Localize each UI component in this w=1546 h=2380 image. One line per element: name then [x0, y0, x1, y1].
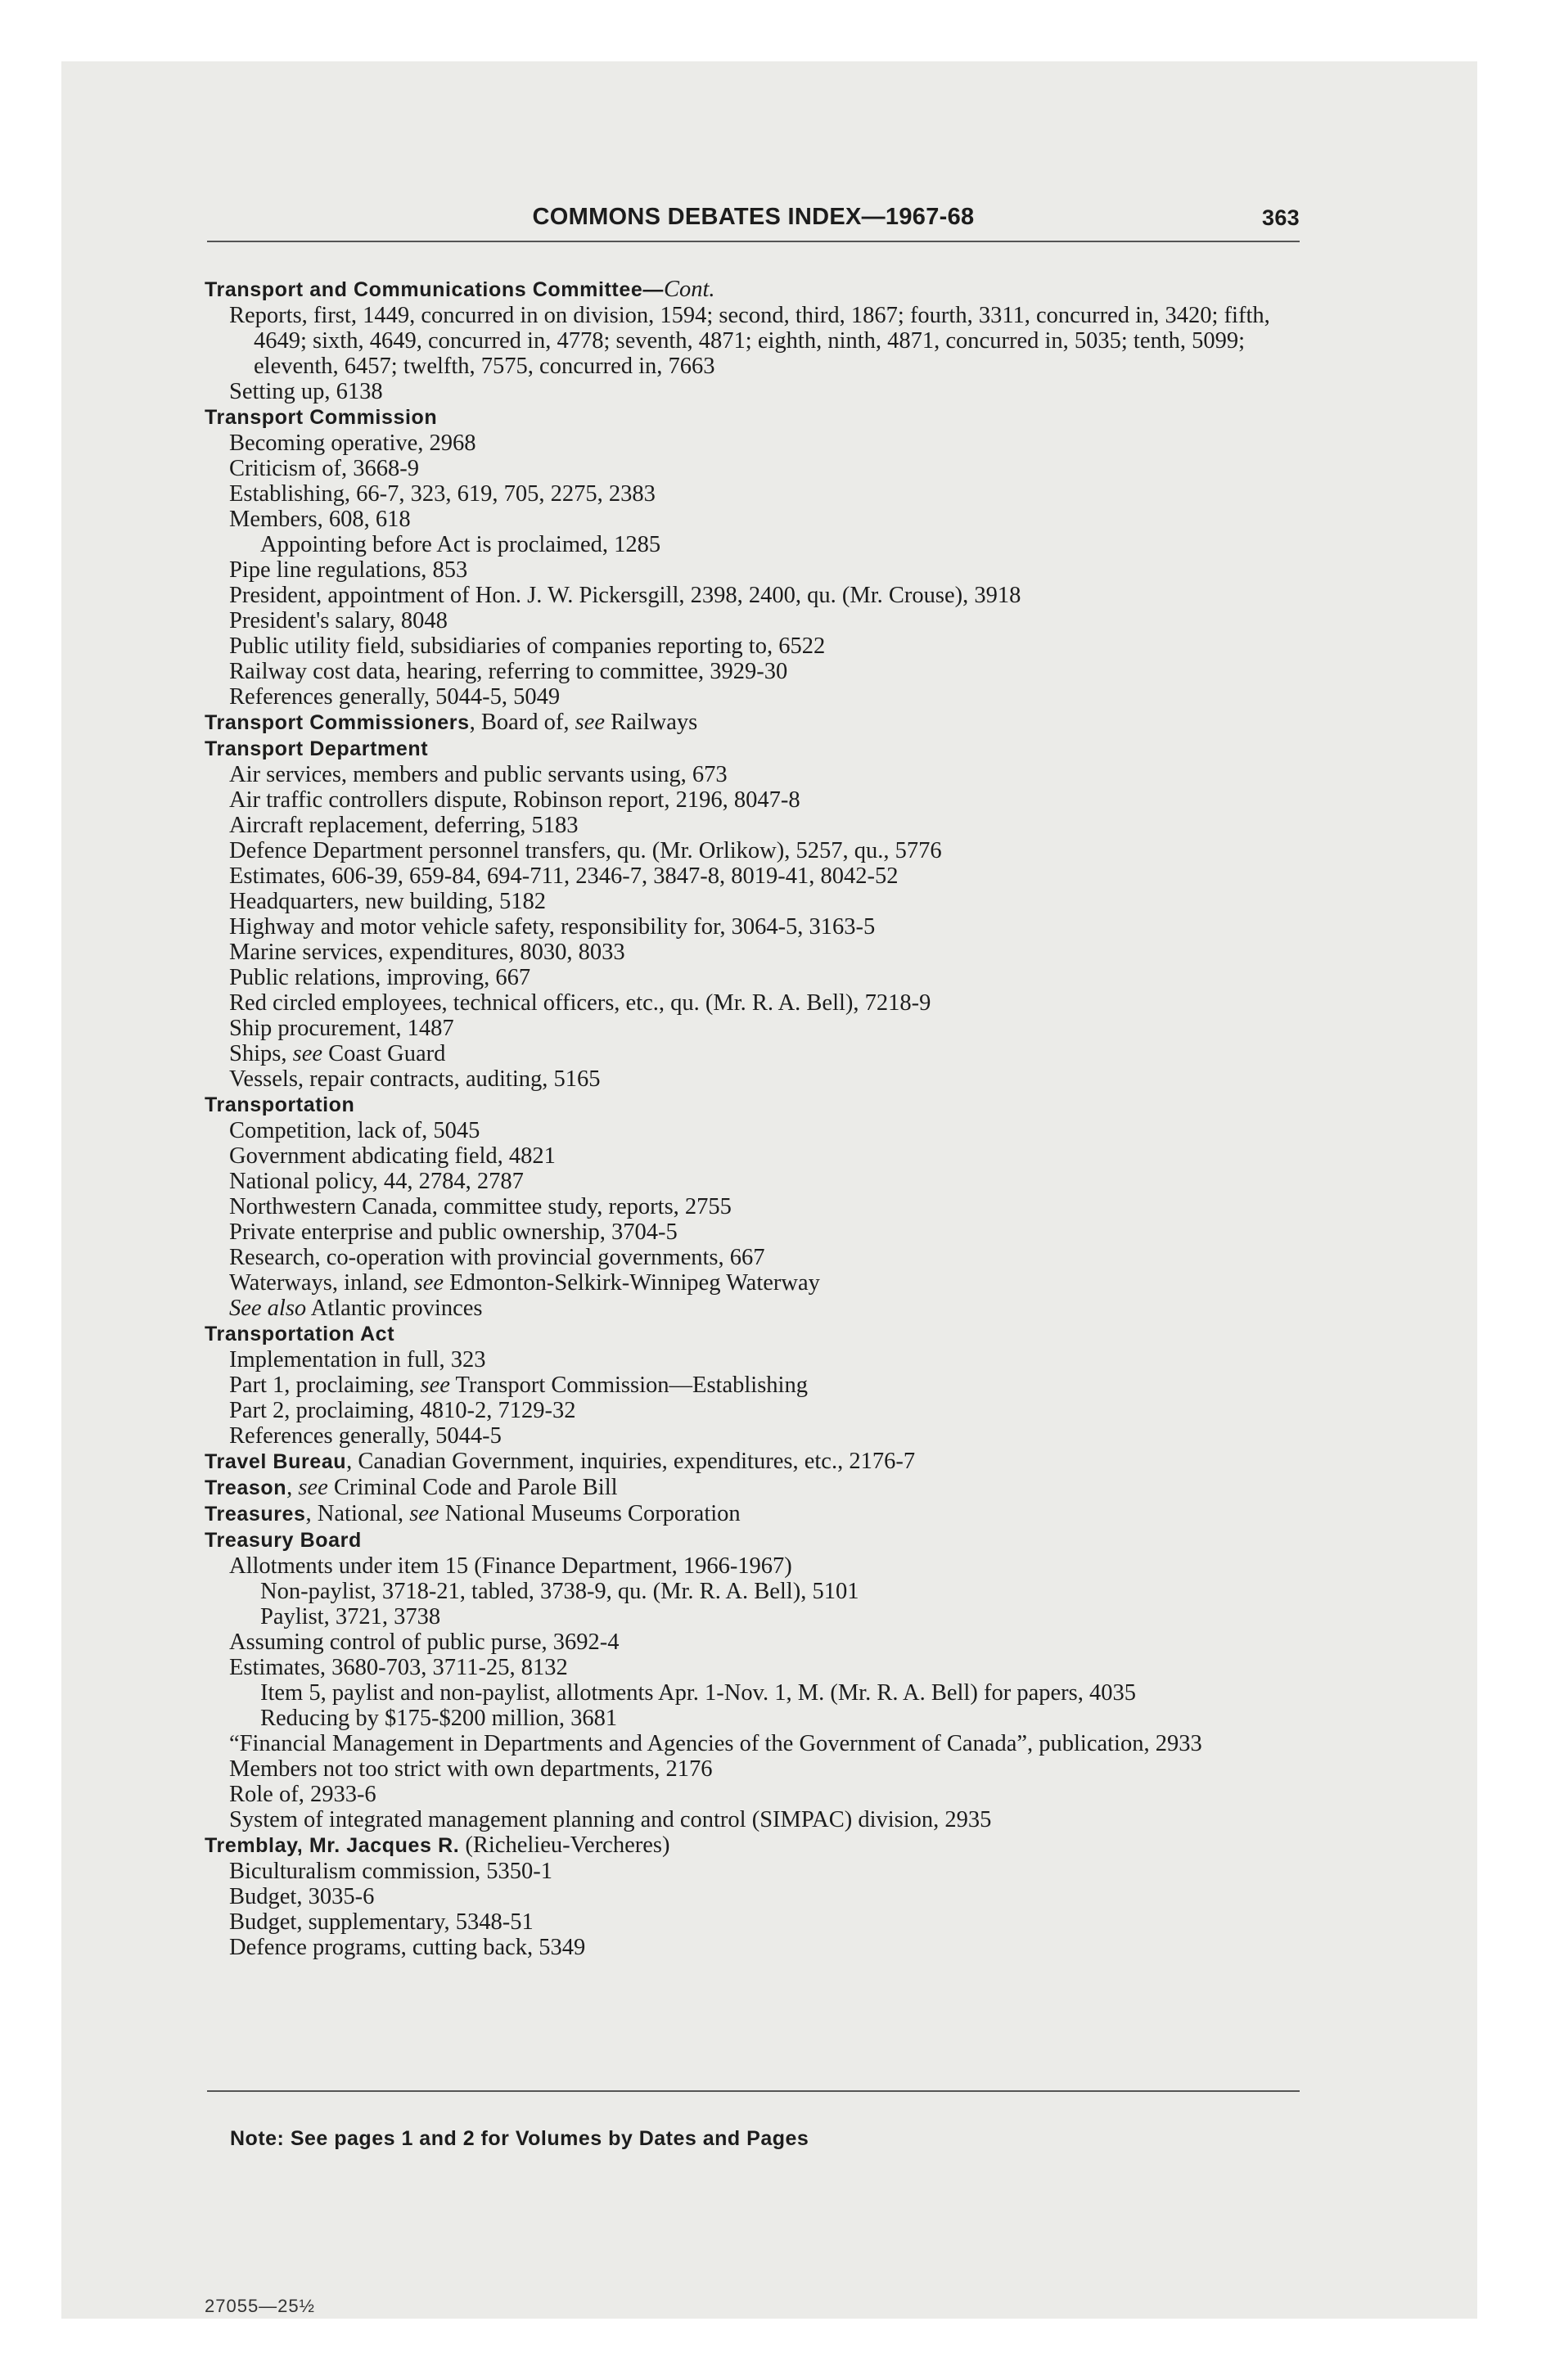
heading-reference: Railways	[605, 710, 698, 735]
subentry: Setting up, 6138	[229, 379, 383, 404]
heading-term: Treasury Board	[205, 1529, 362, 1552]
heading-term: Tremblay, Mr. Jacques R.	[205, 1834, 460, 1857]
subentry: Biculturalism commission, 5350-1	[229, 1859, 553, 1884]
sub-subentry: Item 5, paylist and non-paylist, allotments Apr. 1-Nov. 1, M. (Mr. R. A. Bell) for papers, 4035	[260, 1680, 1136, 1706]
subentry-target: Transport Commission—Establishing	[449, 1373, 808, 1398]
heading-detail: , Board of,	[469, 710, 575, 735]
subentry: Private enterprise and public ownership, 3704-5	[229, 1219, 678, 1245]
subentry	[205, 1373, 1305, 1398]
subentry: Reports, first, 1449, concurred in on division, 1594; second, third, 1867; fourth, 3311, concurred in, 3420; fifth, 4649; sixth, 4649, concurred in, 4778; seventh, 4871; eighth, ninth, 4871, concurred in, 5035; tenth, 5099; eleventh, 6457; twelfth, 7575, concurred in, 7663	[229, 303, 1270, 379]
see-also: See also	[229, 1296, 307, 1321]
subentry: Northwestern Canada, committee study, reports, 2755	[229, 1194, 732, 1219]
subentry: Railway cost data, hearing, referring to committee, 3929-30	[229, 659, 788, 684]
subentry: Marine services, expenditures, 8030, 8033	[229, 940, 625, 965]
subentry	[205, 1296, 1305, 1321]
subentry: Implementation in full, 323	[229, 1347, 486, 1373]
heading-see: see	[409, 1501, 439, 1526]
subentry: Highway and motor vehicle safety, responsibility for, 3064-5, 3163-5	[229, 914, 876, 940]
see-reference: see	[413, 1270, 444, 1296]
subentry: References generally, 5044-5, 5049	[229, 684, 561, 710]
index-heading	[205, 1321, 1305, 1347]
subentry-target: Coast Guard	[322, 1041, 446, 1066]
header-title: COMMONS DEBATES INDEX—1967-68	[532, 204, 975, 230]
subentry: Role of, 2933-6	[229, 1782, 376, 1807]
subentry: President, appointment of Hon. J. W. Pickersgill, 2398, 2400, qu. (Mr. Crouse), 3918	[229, 583, 1021, 608]
heading-reference: Criminal Code and Parole Bill	[327, 1475, 618, 1500]
heading-term: Transportation	[205, 1093, 355, 1116]
see-reference: see	[292, 1041, 323, 1066]
subentry: Government abdicating field, 4821	[229, 1143, 556, 1169]
sub-subentry: Reducing by $175-$200 million, 3681	[260, 1706, 618, 1731]
see-reference: see	[420, 1373, 450, 1398]
index-heading	[205, 1092, 1305, 1118]
subentry: Competition, lack of, 5045	[229, 1118, 480, 1143]
index-heading	[205, 1475, 1305, 1501]
subentry: Estimates, 606-39, 659-84, 694-711, 2346-7, 3847-8, 8019-41, 8042-52	[229, 863, 899, 889]
heading-term: Transport Department	[205, 737, 429, 760]
subentry: Budget, supplementary, 5348-51	[229, 1909, 534, 1935]
subentry: Headquarters, new building, 5182	[229, 889, 547, 914]
subentry: Public relations, improving, 667	[229, 965, 531, 990]
heading-see: see	[575, 710, 606, 735]
subentry: Air services, members and public servants using, 673	[229, 762, 728, 787]
subentry: Research, co-operation with provincial governments, 667	[229, 1245, 765, 1270]
subentry: Red circled employees, technical officers, etc., qu. (Mr. R. A. Bell), 7218-9	[229, 990, 931, 1016]
subentry-target: Atlantic provinces	[306, 1296, 483, 1321]
heading-reference: National Museums Corporation	[439, 1501, 741, 1526]
sub-subentry: Non-paylist, 3718-21, tabled, 3738-9, qu. (Mr. R. A. Bell), 5101	[260, 1579, 859, 1604]
index-heading	[205, 1527, 1305, 1553]
heading-term: Travel Bureau	[205, 1450, 347, 1473]
subentry	[205, 1041, 1305, 1066]
sub-subentry: Paylist, 3721, 3738	[260, 1604, 441, 1629]
sub-subentry: Appointing before Act is proclaimed, 1285	[260, 532, 661, 557]
subentry: Defence Department personnel transfers, qu. (Mr. Orlikow), 5257, qu., 5776	[229, 838, 942, 863]
heading-detail: (Richelieu-Vercheres)	[459, 1832, 670, 1858]
index-heading	[205, 1501, 1305, 1527]
subentry: “Financial Management in Departments and Agencies of the Government of Canada”, publication, 2933	[229, 1731, 1202, 1756]
footer-rule	[207, 2090, 1300, 2092]
heading-term: Transport and Communications Committee—	[205, 278, 664, 301]
subentry: References generally, 5044-5	[229, 1423, 502, 1449]
subentry: Pipe line regulations, 853	[229, 557, 468, 583]
index-heading	[205, 404, 1305, 430]
subentry: Allotments under item 15 (Finance Department, 1966-1967)	[229, 1553, 792, 1579]
subentry: Members, 608, 618	[229, 507, 411, 532]
heading-detail: , National,	[305, 1501, 410, 1526]
subentry: System of integrated management planning and control (SIMPAC) division, 2935	[229, 1807, 992, 1832]
subentry: Ship procurement, 1487	[229, 1016, 454, 1041]
subentry: Estimates, 3680-703, 3711-25, 8132	[229, 1655, 568, 1680]
subentry-text: Waterways, inland,	[229, 1270, 414, 1296]
subentry-text: Part 1, proclaiming,	[229, 1373, 421, 1398]
subentry: National policy, 44, 2784, 2787	[229, 1169, 524, 1194]
heading-detail: ,	[286, 1475, 299, 1500]
subentry	[205, 1270, 1305, 1296]
heading-term: Treasures	[205, 1503, 306, 1526]
running-header	[207, 199, 1300, 240]
index-heading	[205, 277, 1305, 303]
subentry: Defence programs, cutting back, 5349	[229, 1935, 586, 1960]
heading-detail: , Canadian Government, inquiries, expenditures, etc., 2176-7	[346, 1449, 916, 1474]
subentry: Vessels, repair contracts, auditing, 5165	[229, 1066, 601, 1092]
subentry-target: Edmonton-Selkirk-Winnipeg Waterway	[444, 1270, 820, 1296]
subentry: Air traffic controllers dispute, Robinson report, 2196, 8047-8	[229, 787, 800, 813]
subentry: Aircraft replacement, deferring, 5183	[229, 813, 579, 838]
subentry: Public utility field, subsidiaries of companies reporting to, 6522	[229, 633, 826, 659]
heading-see: Cont.	[663, 277, 715, 302]
heading-see: see	[298, 1475, 328, 1500]
index-heading	[205, 710, 1305, 736]
header-rule	[207, 241, 1300, 242]
subentry: Establishing, 66-7, 323, 619, 705, 2275, 2383	[229, 481, 656, 507]
subentry: Criticism of, 3668-9	[229, 456, 419, 481]
printer-code: 27055—25½	[205, 2296, 315, 2316]
subentry: Assuming control of public purse, 3692-4	[229, 1629, 620, 1655]
heading-term: Treason	[205, 1476, 287, 1499]
subentry-text: Ships,	[229, 1041, 293, 1066]
heading-term: Transport Commissioners	[205, 711, 470, 734]
index-heading	[205, 1832, 1305, 1859]
subentry: Becoming operative, 2968	[229, 430, 476, 456]
subentry: Part 2, proclaiming, 4810-2, 7129-32	[229, 1398, 576, 1423]
volumes-note: Note: See pages 1 and 2 for Volumes by Dates and Pages	[230, 2127, 809, 2150]
heading-term: Transportation Act	[205, 1323, 395, 1346]
index-entries	[205, 277, 1305, 1960]
subentry: President's salary, 8048	[229, 608, 448, 633]
heading-term: Transport Commission	[205, 406, 438, 429]
index-heading	[205, 736, 1305, 762]
index-heading	[205, 1449, 1305, 1475]
subentry: Budget, 3035-6	[229, 1884, 375, 1909]
subentry: Members not too strict with own departments, 2176	[229, 1756, 713, 1782]
page-number: 363	[1262, 205, 1300, 230]
